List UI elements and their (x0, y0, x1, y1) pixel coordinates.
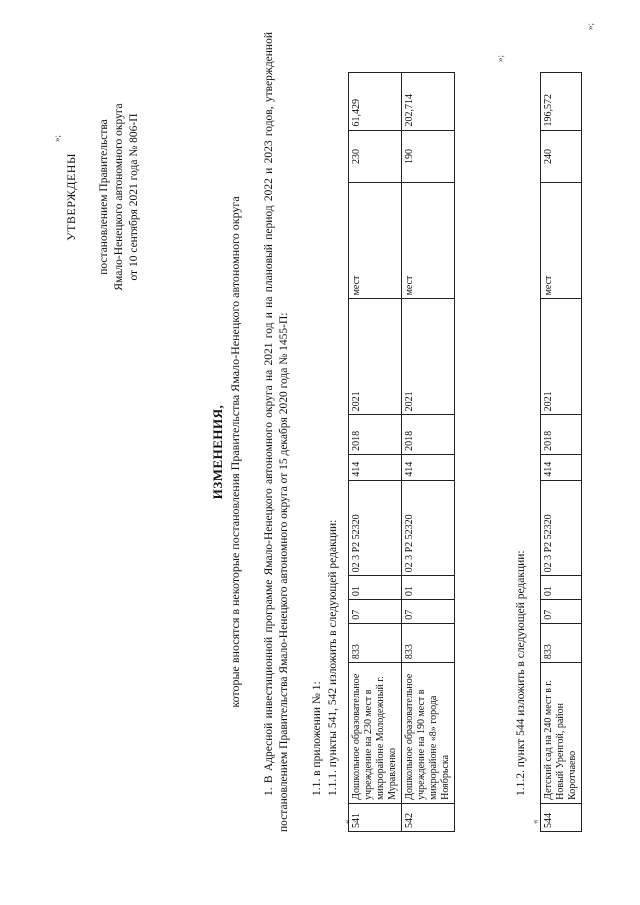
unit: мест (402, 183, 455, 299)
grbs-code: 833 (541, 623, 582, 662)
unit: мест (349, 183, 402, 299)
target-article-code: 02 3 P2 52320 (349, 480, 402, 576)
start-year: 2018 (541, 415, 582, 454)
amendment-table-2 (540, 72, 582, 832)
object-name: Дошкольное образовательное учреждение на 230 мест в микрорайоне Молодежный г. Муравленко (349, 663, 402, 804)
object-name: Дошкольное образовательное учреждение на 190 мест в микрорайоне «8» города Ноябрьска (402, 663, 455, 804)
close-quote-mark: »; (495, 54, 505, 62)
table-row (402, 73, 455, 832)
subsection-code: 01 (402, 576, 455, 600)
row-number: 541 (349, 803, 402, 831)
section-code: 07 (349, 600, 402, 624)
capacity: 190 (402, 130, 455, 183)
document-title: ИЗМЕНЕНИЯ, (210, 404, 225, 500)
table-row (541, 73, 582, 832)
open-quote-mark: « (342, 819, 352, 824)
close-quote-mark-end: »; (585, 22, 595, 30)
subsection-code: 01 (541, 576, 582, 600)
approval-block (64, 32, 142, 362)
approval-line-3: от 10 сентября 2021 года № 806-П (128, 113, 140, 281)
document-subtitle: которые вносятся в некоторые постановления Правительства Ямало-Ненецкого автономного округа (228, 196, 242, 708)
start-year: 2018 (349, 415, 402, 454)
start-year: 2018 (402, 415, 455, 454)
approval-line-1: постановлением Правительства (98, 119, 110, 275)
paragraph-1: 1. В Адресной инвестиционной программе Ямало-Ненецкого автономного округа на 2021 год и на плановый период 2022 и 2023 годов, утвержденной постановлением Правительства Ямало-Ненецкого автономного округа от 15 декабря 2020 года № 1455-П: (263, 32, 290, 832)
paragraph-1-1: 1.1. в приложении № 1: (311, 681, 323, 796)
target-article-code: 02 3 P2 52320 (541, 480, 582, 576)
approval-line-2: Ямало-Ненецкого автономного округа (113, 103, 125, 291)
amount: 196,572 (541, 73, 582, 131)
subsection-code: 01 (349, 576, 402, 600)
section-code: 07 (402, 600, 455, 624)
approval-heading: УТВЕРЖДЕНЫ (64, 153, 78, 241)
end-year: 2021 (349, 299, 402, 415)
amount: 202,714 (402, 73, 455, 131)
unit: мест (541, 183, 582, 299)
document-sheet (40, 22, 600, 882)
expense-type-code: 414 (541, 454, 582, 480)
capacity: 240 (541, 130, 582, 183)
amendment-table-1 (348, 72, 455, 832)
section-code: 07 (541, 600, 582, 624)
end-year: 2021 (541, 299, 582, 415)
expense-type-code: 414 (402, 454, 455, 480)
row-number: 544 (541, 803, 582, 831)
capacity: 230 (349, 130, 402, 183)
close-quote-mark: »; (52, 134, 62, 142)
grbs-code: 833 (349, 623, 402, 662)
object-name: Детский сад на 240 мест в г. Новый Уренгой, район Коротчаево (541, 663, 582, 804)
grbs-code: 833 (402, 623, 455, 662)
expense-type-code: 414 (349, 454, 402, 480)
target-article-code: 02 3 P2 52320 (402, 480, 455, 576)
amount: 61,429 (349, 73, 402, 131)
row-number: 542 (402, 803, 455, 831)
end-year: 2021 (402, 299, 455, 415)
open-quote-mark: « (530, 819, 540, 824)
paragraph-1-1-2: 1.1.2. пункт 544 изложить в следующей редакции: (515, 550, 527, 796)
table-row (349, 73, 402, 832)
paragraph-1-1-1: 1.1.1. пункты 541, 542 изложить в следующей редакции: (327, 519, 339, 796)
